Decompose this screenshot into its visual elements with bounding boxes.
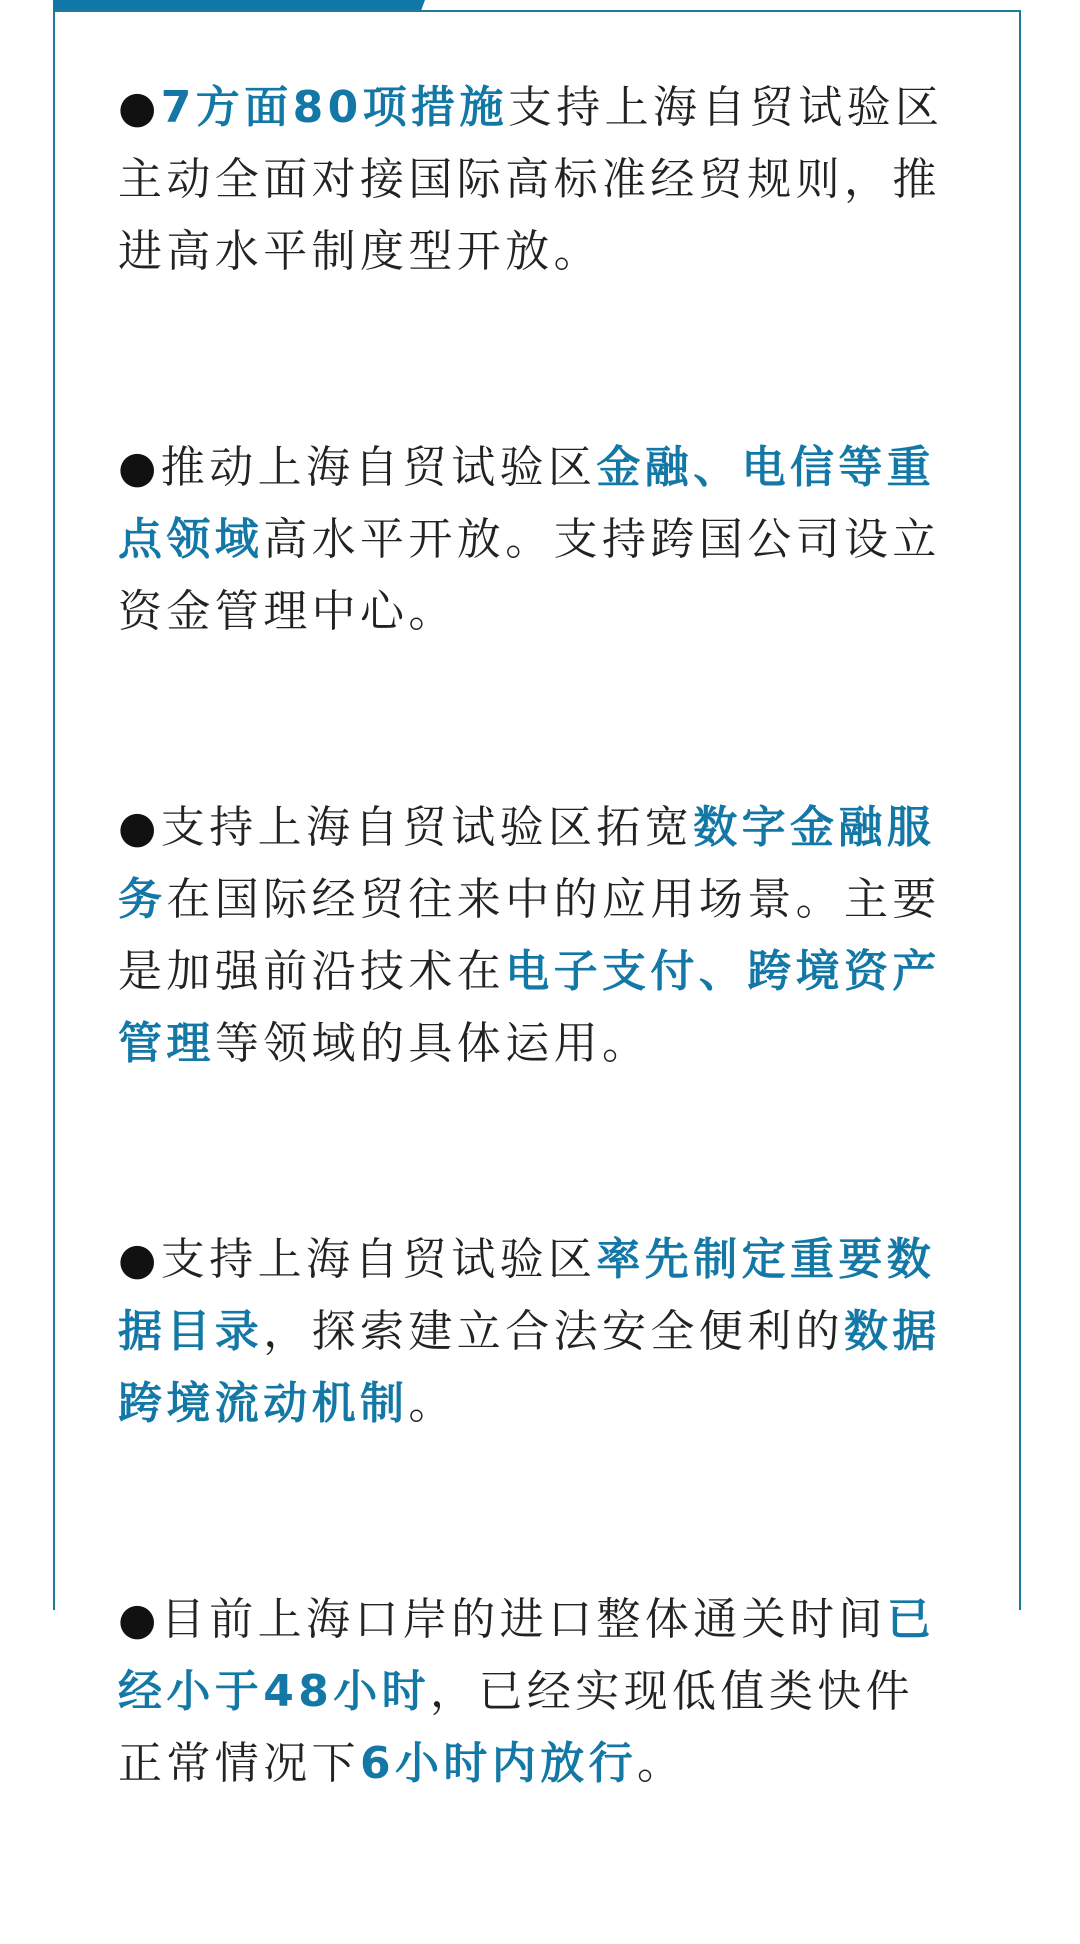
bullet-icon: ● bbox=[118, 1234, 161, 1285]
highlight-text: 率先制定重要数据目录 bbox=[118, 1234, 936, 1357]
body-text: 推动上海自贸试验区 bbox=[160, 442, 597, 493]
bullet-paragraph bbox=[118, 1584, 950, 1800]
body-text: 在国际经贸往来中的应用场景。主要是加强前沿技术在 bbox=[118, 874, 941, 997]
bullet-icon: ● bbox=[118, 1594, 161, 1645]
body-text: 高水平开放。支持跨国公司设立资金管理中心。 bbox=[118, 514, 941, 637]
article-body bbox=[118, 72, 950, 1944]
body-text: 等领域的具体运用。 bbox=[214, 1018, 651, 1069]
highlight-text: 数字金融服务 bbox=[118, 802, 936, 925]
bullet-paragraph bbox=[118, 792, 950, 1080]
body-text: 。 bbox=[408, 1378, 457, 1429]
bullet-icon: ● bbox=[118, 442, 161, 493]
bullet-paragraph bbox=[118, 432, 950, 648]
bullet-paragraph bbox=[118, 1224, 950, 1440]
body-text: 支持上海自贸试验区 bbox=[160, 1234, 597, 1285]
bullet-icon: ● bbox=[118, 82, 161, 133]
body-text: 。 bbox=[637, 1738, 686, 1789]
highlight-text: 电子支付、跨境资产管理 bbox=[118, 946, 941, 1069]
highlight-text: 数据跨境流动机制 bbox=[118, 1306, 941, 1429]
highlight-text: 7方面80项措施 bbox=[160, 82, 508, 133]
body-text: 支持上海自贸试验区主动全面对接国际高标准经贸规则，推进高水平制度型开放。 bbox=[118, 82, 944, 277]
body-text: 支持上海自贸试验区拓宽 bbox=[160, 802, 694, 853]
body-text: 目前上海口岸的进口整体通关时间 bbox=[160, 1594, 887, 1645]
highlight-text: 6小时内放行 bbox=[360, 1738, 638, 1789]
bullet-paragraph bbox=[118, 72, 950, 288]
highlight-text: 已经小于48小时 bbox=[118, 1594, 936, 1717]
body-text: ，已经实现低值类快件正常情况下 bbox=[118, 1666, 915, 1789]
body-text: ，探索建立合法安全便利的 bbox=[263, 1306, 845, 1357]
bullet-icon: ● bbox=[118, 802, 161, 853]
highlight-text: 金融、电信等重点领域 bbox=[118, 442, 936, 565]
